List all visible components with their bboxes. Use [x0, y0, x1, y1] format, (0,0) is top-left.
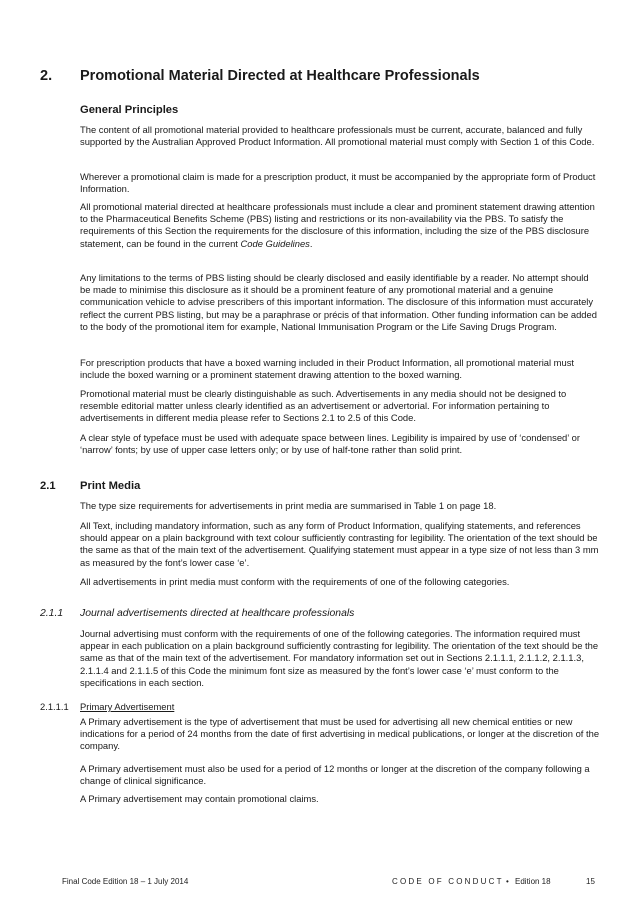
paragraph: Wherever a promotional claim is made for a prescription product, it must be accompanied by the appropriate form of Product Information.	[80, 171, 596, 195]
paragraph: A clear style of typeface must be used with adequate space between lines. Legibility is impaired by use of ‘condensed’ or ‘narrow’ fonts; by use of upper case letters only; or by use of half-tone rather than solid print.	[80, 432, 580, 456]
section-2-1-1-1-title: Primary Advertisement	[80, 701, 175, 712]
paragraph: For prescription products that have a boxed warning included in their Product Information, all promotional material must include the boxed warning or a prominent statement drawing attention to the boxed warning.	[80, 357, 575, 381]
paragraph: A Primary advertisement must also be used for a period of 12 months or longer at the discretion of the company following a change of clinical significance.	[80, 763, 590, 787]
footer-edition-date: Final Code Edition 18 – 1 July 2014	[62, 877, 189, 886]
paragraph: The type size requirements for advertisements in print media are summarised in Table 1 on page 18.	[80, 500, 497, 511]
general-principles-heading: General Principles	[80, 104, 179, 116]
paragraph: Promotional material must be clearly distinguishable as such. Advertisements in any media should not be designed to resemble editorial matter unless clearly identified as an advertisement or advertorial. For information pertaining to advertisements in different media please refer to Sections 2.1 to 2.5 of this Code.	[80, 388, 567, 424]
section-2-1-title: Print Media	[80, 480, 141, 492]
section-2-1-number: 2.1	[40, 480, 56, 492]
paragraph: The content of all promotional material provided to healthcare professionals must be current, accurate, balanced and fully supported by the Australian Approved Product Information. All promotional material must comply with Section 1 of this Code.	[80, 124, 595, 148]
section-2-1-1-1-number: 2.1.1.1	[40, 701, 69, 712]
section-2-1-1-number: 2.1.1	[40, 608, 64, 619]
paragraph: Journal advertising must conform with the requirements of one of the following categories. The information required must appear in each publication on a plain background sufficiently contrasting for legibility. The orientation of the text should be the same as that of the main text of the advertisement. For mandatory information set out in Sections 2.1.1.1, 2.1.1.2, 2.1.1.3, 2.1.1.4 and 2.1.1.5 of this Code the minimum font size as measured by the font’s lower case ‘e’ must conform to the specifications in each section.	[80, 628, 599, 688]
code-guidelines-reference: Code Guidelines	[240, 237, 310, 249]
paragraph: All promotional material directed at healthcare professionals must include a clear and prominent statement drawing attention to the Pharmaceutical Benefits Scheme (PBS) listing and restrictions or its non-availability via the PBS. To satisfy the requirements of this Section the requirements for the disclosure of this information, including the size of the PBS disclosure statement, can be found in the current Code Guidelines.	[80, 201, 595, 249]
paragraph: All Text, including mandatory information, such as any form of Product Information, qualifying statements, and references should appear on a plain background with text colour sufficiently contrasting for legibility. The orientation of the text should be the same as that of the main text of the advertisement. Qualifying statement must appear in a type size of not less than 3 mm as measured by the font’s lower case ‘e’.	[80, 520, 599, 568]
footer-bullet: •	[506, 877, 509, 886]
section-2-1-1-title: Journal advertisements directed at healthcare professionals	[80, 608, 355, 619]
paragraph: A Primary advertisement may contain promotional claims.	[80, 793, 319, 804]
paragraph: Any limitations to the terms of PBS listing should be clearly disclosed and easily identifiable by a reader. No attempt should be made to minimise this disclosure as it should be a prominent feature of any promotional material and a genuine communication vehicle to advise prescribers of this important information. The disclosure of this information must accurately reflect the current PBS listing, but may be a paraphrase or précis of that information. Other funding information can be added to the body of the promotional item for example, National Immunisation Program or the Life Saving Drugs Program.	[80, 272, 597, 332]
page-number: 15	[586, 877, 595, 886]
footer-edition: Edition 18	[515, 877, 551, 886]
section-2-title: Promotional Material Directed at Healthcare Professionals	[80, 68, 480, 84]
section-2-number: 2.	[40, 68, 53, 84]
paragraph: All advertisements in print media must conform with the requirements of one of the following categories.	[80, 576, 510, 587]
paragraph-text: All promotional material directed at healthcare professionals must include a clear and prominent statement drawing attention to the Pharmaceutical Benefits Scheme (PBS) listing and restrictions or its non-availability via the PBS. To satisfy the requirements of this Section the requirements for the disclosure of this information, including the size of the PBS disclosure statement, can be found in the current	[80, 201, 595, 249]
paragraph: A Primary advertisement is the type of advertisement that must be used for advertising all new chemical entities or new indications for a period of 24 months from the date of first advertising in medical publications, or longer at the discretion of the company.	[80, 716, 600, 752]
footer-code-of-conduct: CODE OF CONDUCT	[392, 877, 504, 886]
